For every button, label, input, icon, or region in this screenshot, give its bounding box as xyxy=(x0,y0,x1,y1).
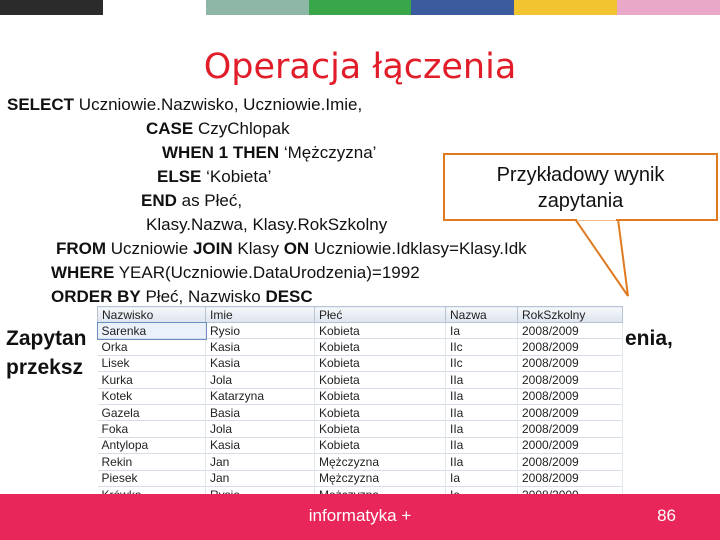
sql-keyword: CASE xyxy=(146,119,194,138)
column-header-nazwisko[interactable]: Nazwisko xyxy=(98,307,206,323)
cell-imie[interactable]: Kasia xyxy=(206,339,315,355)
cell-nazwa[interactable]: IIc xyxy=(446,339,518,355)
background-text-left-1: Zapytan xyxy=(6,327,87,350)
sql-keyword: ON xyxy=(283,239,310,258)
cell-imie[interactable]: Basia xyxy=(206,404,315,420)
table-row[interactable] xyxy=(98,437,623,453)
column-header-imie[interactable]: Imie xyxy=(206,307,315,323)
cell-nazwa[interactable]: IIa xyxy=(446,454,518,470)
cell-rokszkolny[interactable]: 2008/2009 xyxy=(518,388,623,404)
cell-nazwa[interactable]: Ia xyxy=(446,323,518,339)
sql-keyword: DESC xyxy=(265,287,313,306)
cell-nazwa[interactable]: IIa xyxy=(446,421,518,437)
cell-nazwa[interactable]: IIa xyxy=(446,372,518,388)
cell-rokszkolny[interactable]: 2008/2009 xyxy=(518,470,623,486)
table-row[interactable] xyxy=(98,470,623,486)
page-number: 86 xyxy=(657,506,676,525)
cell-plec[interactable]: Kobieta xyxy=(315,437,446,453)
cell-nazwisko[interactable]: Kotek xyxy=(98,388,206,404)
table-row[interactable] xyxy=(98,323,623,339)
sql-text: YEAR(Uczniowie.DataUrodzenia)=1992 xyxy=(114,263,420,282)
table-row[interactable] xyxy=(98,404,623,420)
cell-nazwisko[interactable]: Foka xyxy=(98,421,206,437)
cell-nazwa[interactable]: IIa xyxy=(446,388,518,404)
cell-plec[interactable]: Kobieta xyxy=(315,372,446,388)
cell-rokszkolny[interactable]: 2008/2009 xyxy=(518,421,623,437)
cell-plec[interactable]: Mężczyzna xyxy=(315,454,446,470)
cell-plec[interactable]: Kobieta xyxy=(315,355,446,371)
table-row[interactable] xyxy=(98,421,623,437)
cell-nazwisko[interactable]: Sarenka xyxy=(98,323,206,339)
cell-imie[interactable]: Katarzyna xyxy=(206,388,315,404)
slide-title: Operacja łączenia xyxy=(203,47,517,87)
cell-imie[interactable]: Jan xyxy=(206,454,315,470)
table-row[interactable] xyxy=(98,372,623,388)
sql-text: Klasy xyxy=(232,239,284,258)
cell-rokszkolny[interactable]: 2008/2009 xyxy=(518,323,623,339)
sql-text: Uczniowie.Idklasy=Klasy.Idk xyxy=(309,239,527,258)
sql-text: Klasy.Nazwa, Klasy.RokSzkolny xyxy=(146,215,388,234)
sql-keyword: WHERE xyxy=(51,263,115,282)
cell-nazwisko[interactable]: Orka xyxy=(98,339,206,355)
cell-imie[interactable]: Kasia xyxy=(206,355,315,371)
cell-rokszkolny[interactable]: 2008/2009 xyxy=(518,404,623,420)
cell-rokszkolny[interactable]: 2008/2009 xyxy=(518,355,623,371)
callout-line-2: zapytania xyxy=(537,190,624,212)
callout-line-1: Przykładowy wynik xyxy=(496,164,665,186)
cell-nazwisko[interactable]: Antylopa xyxy=(98,437,206,453)
result-grid-header xyxy=(98,307,623,323)
cell-rokszkolny[interactable]: 2000/2009 xyxy=(518,437,623,453)
sql-keyword: SELECT xyxy=(7,95,75,114)
background-text-left-2: przeksz xyxy=(6,356,84,379)
column-header-rokszkolny[interactable]: RokSzkolny xyxy=(518,307,623,323)
sql-keyword: END xyxy=(141,191,177,210)
sql-keyword: WHEN 1 THEN xyxy=(162,143,280,162)
cell-nazwa[interactable]: IIc xyxy=(446,355,518,371)
table-row[interactable] xyxy=(98,388,623,404)
cell-rokszkolny[interactable]: 2008/2009 xyxy=(518,339,623,355)
cell-nazwisko[interactable]: Lisek xyxy=(98,355,206,371)
table-row[interactable] xyxy=(98,339,623,355)
table-row[interactable] xyxy=(98,355,623,371)
sql-text: ‘Mężczyzna’ xyxy=(279,143,377,162)
footer-bar xyxy=(0,494,720,540)
cell-imie[interactable]: Jan xyxy=(206,470,315,486)
sql-text: as Płeć, xyxy=(176,191,243,210)
cell-plec[interactable]: Kobieta xyxy=(315,404,446,420)
sql-keyword: ORDER BY xyxy=(51,287,141,306)
cell-plec[interactable]: Kobieta xyxy=(315,388,446,404)
table-row[interactable] xyxy=(98,454,623,470)
sql-keyword: ELSE xyxy=(157,167,202,186)
cell-plec[interactable]: Mężczyzna xyxy=(315,470,446,486)
cell-plec[interactable]: Kobieta xyxy=(315,323,446,339)
cell-imie[interactable]: Kasia xyxy=(206,437,315,453)
cell-nazwa[interactable]: IIa xyxy=(446,437,518,453)
sql-text: Uczniowie xyxy=(106,239,193,258)
background-text-right-1: enia, xyxy=(625,327,673,350)
sql-text: Płeć, Nazwisko xyxy=(140,287,266,306)
cell-plec[interactable]: Kobieta xyxy=(315,339,446,355)
cell-plec[interactable]: Kobieta xyxy=(315,421,446,437)
cell-nazwa[interactable]: Ia xyxy=(446,470,518,486)
sql-text: ‘Kobieta’ xyxy=(201,167,272,186)
cell-imie[interactable]: Jola xyxy=(206,372,315,388)
result-grid xyxy=(97,306,623,502)
cell-imie[interactable]: Jola xyxy=(206,421,315,437)
sql-text: CzyChlopak xyxy=(193,119,290,138)
cell-nazwisko[interactable]: Kurka xyxy=(98,372,206,388)
cell-nazwa[interactable]: IIa xyxy=(446,404,518,420)
column-header-plec[interactable]: Płeć xyxy=(315,307,446,323)
cell-nazwisko[interactable]: Rekin xyxy=(98,454,206,470)
sql-text: Uczniowie.Nazwisko, Uczniowie.Imie, xyxy=(74,95,363,114)
cell-nazwisko[interactable]: Gazela xyxy=(98,404,206,420)
cell-imie[interactable]: Rysio xyxy=(206,323,315,339)
footer-course-name: informatyka + xyxy=(308,506,412,525)
sql-keyword: FROM xyxy=(56,239,107,258)
sql-keyword: JOIN xyxy=(192,239,233,258)
cell-nazwisko[interactable]: Piesek xyxy=(98,470,206,486)
cell-rokszkolny[interactable]: 2008/2009 xyxy=(518,372,623,388)
column-header-nazwa[interactable]: Nazwa xyxy=(446,307,518,323)
cell-rokszkolny[interactable]: 2008/2009 xyxy=(518,454,623,470)
